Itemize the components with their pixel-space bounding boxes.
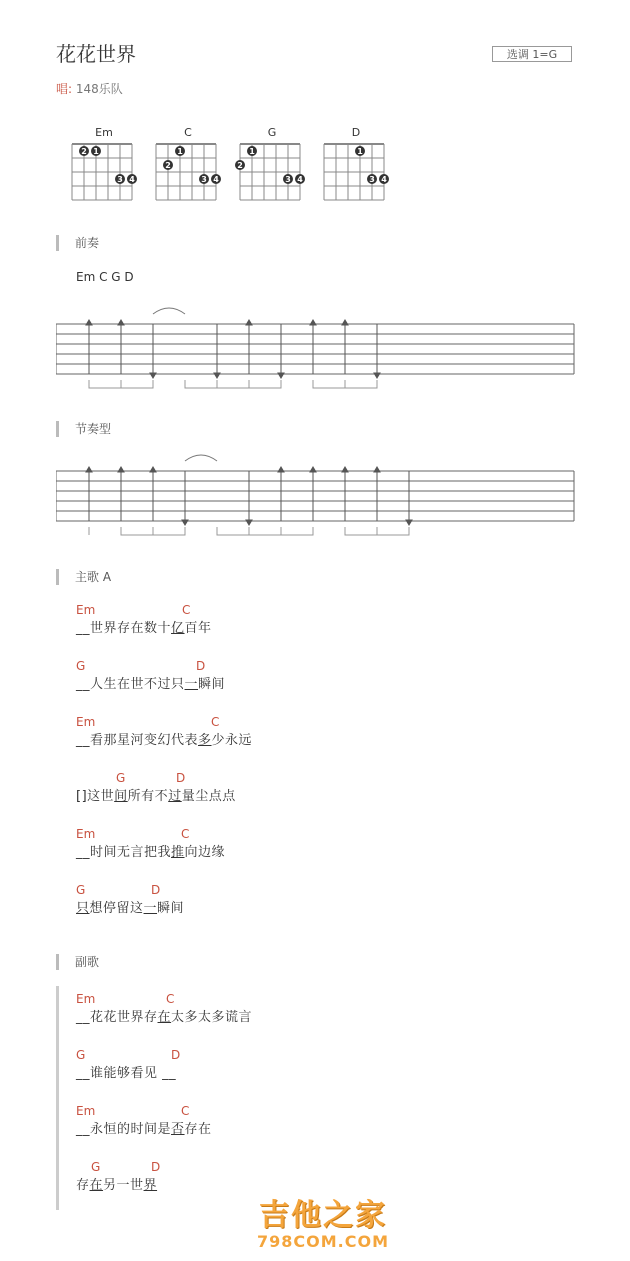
finger-number: 2 [237, 161, 243, 170]
watermark-logo-text: 吉他之家 [259, 1198, 387, 1233]
chord-label: C [181, 1104, 190, 1118]
intro-chord-sequence: Em C G D [76, 270, 134, 284]
lyric-accent-char: 间 [114, 789, 128, 804]
lyric-text: 百年 [184, 621, 212, 636]
finger-number: 4 [297, 175, 303, 184]
lyric-accent-char: 在 [89, 1178, 104, 1193]
lyric-accent-char: 过 [168, 789, 182, 804]
chord-label: Em [76, 603, 96, 617]
chord-name: G [267, 126, 277, 139]
lyric-text: 世界存在数十 [90, 621, 172, 636]
watermark-url: 798COM.COM [256, 1232, 389, 1251]
chord-label: D [171, 1048, 181, 1062]
chord-name: Em [95, 126, 113, 139]
singer-label: 唱: [56, 82, 73, 96]
lyric-text: 量尘点点 [181, 789, 236, 804]
chord-label: G [76, 1048, 86, 1062]
chord-label: C [182, 603, 191, 617]
chord-label: Em [76, 992, 96, 1006]
chorus-line-4 [76, 1160, 161, 1193]
verse-line-3 [76, 715, 252, 748]
section-rhythm-heading: 节奏型 [56, 421, 111, 437]
chorus-line-2 [76, 1048, 181, 1081]
lyric-blank: __ [76, 1010, 90, 1025]
chorus-line-1 [76, 992, 252, 1025]
finger-number: 3 [117, 175, 123, 184]
section-intro-heading: 前奏 [56, 235, 99, 251]
lyric-text: 另一世 [103, 1178, 144, 1193]
finger-number: 2 [81, 147, 87, 156]
lyric-accent-char: 只 [76, 901, 90, 916]
singer-line [56, 80, 123, 97]
lyric-accent-char: 一 [184, 677, 199, 692]
lyric-text: 想停留这 [89, 901, 144, 916]
finger-number: 2 [165, 161, 171, 170]
verse-line-4 [76, 771, 236, 804]
chord-label: Em [76, 715, 96, 729]
verse-line-2 [76, 659, 225, 692]
chord-name: C [184, 126, 192, 139]
intro-tab-staff [56, 300, 576, 395]
lyric-accent-char: 亿 [171, 621, 185, 636]
finger-number: 4 [381, 175, 387, 184]
lyric-accent-char: 多 [198, 733, 212, 748]
chord-label: C [211, 715, 220, 729]
verse-line-6 [76, 883, 184, 916]
finger-number: 3 [201, 175, 207, 184]
finger-number: 4 [213, 175, 219, 184]
lyric-accent-char: 在 [157, 1010, 172, 1025]
lyric-text: 瞬间 [157, 901, 185, 916]
chord-diagram-em [64, 126, 144, 206]
lyric-blank: __ [76, 1066, 90, 1081]
lyric-text: 看那星河变幻代表 [90, 733, 199, 748]
finger-number: 1 [93, 147, 99, 156]
singer-name: 148乐队 [75, 82, 123, 96]
lyric-accent-char: 一 [143, 901, 158, 916]
chord-label: C [166, 992, 175, 1006]
chord-diagram-g [232, 126, 312, 206]
chorus-line-3 [76, 1104, 212, 1137]
site-watermark [248, 1190, 398, 1251]
finger-number: 4 [129, 175, 135, 184]
lyric-text: 永恒的时间是 [90, 1122, 172, 1137]
section-verse-heading: 主歌 A [56, 569, 111, 585]
chord-label: G [91, 1160, 101, 1174]
lyric-text: 谁能够看见 [90, 1066, 163, 1081]
chord-label: G [76, 659, 86, 673]
lyric-text: 向边缘 [184, 845, 226, 860]
finger-number: 1 [177, 147, 183, 156]
lyric-text: 存在 [184, 1122, 212, 1137]
chord-label: Em [76, 1104, 96, 1118]
lyric-accent-char: 否 [171, 1122, 185, 1137]
lyric-text: 人生在世不过只 [90, 677, 185, 692]
chord-label: D [176, 771, 186, 785]
chord-label: D [196, 659, 206, 673]
lyric-text: 存 [76, 1178, 90, 1193]
lyric-blank: __ [76, 733, 90, 748]
lyric-blank: __ [76, 1122, 90, 1137]
finger-number: 1 [249, 147, 255, 156]
rhythm-tab-staff [56, 447, 576, 542]
lyric-text: 太多太多谎言 [171, 1010, 253, 1025]
chord-grid [316, 140, 396, 202]
chord-label: D [151, 883, 161, 897]
chord-label: G [76, 883, 86, 897]
chorus-marker-bar [56, 986, 59, 1210]
key-select-button[interactable]: 选调 1=G [492, 46, 572, 62]
lyric-text: 瞬间 [198, 677, 226, 692]
lyric-text: 花花世界存 [90, 1010, 158, 1025]
lyric-blank: __ [76, 621, 90, 636]
chord-grid [148, 140, 228, 202]
verse-line-1 [76, 603, 212, 636]
finger-number: 1 [357, 147, 363, 156]
lyric-blank: __ [76, 845, 90, 860]
chord-label: Em [76, 827, 96, 841]
lyric-text: []这世 [76, 789, 115, 804]
chord-label: G [116, 771, 126, 785]
finger-number: 3 [285, 175, 291, 184]
lyric-accent-char: 界 [143, 1178, 158, 1193]
section-chorus-heading: 副歌 [56, 954, 99, 970]
chord-label: D [151, 1160, 161, 1174]
chord-diagram-d [316, 126, 396, 206]
song-title: 花花世界 [56, 42, 136, 66]
chord-label: C [181, 827, 190, 841]
chord-name: D [351, 126, 361, 139]
chord-grid [64, 140, 144, 202]
lyric-text: 所有不 [127, 789, 169, 804]
lyric-blank: __ [162, 1066, 177, 1081]
chord-grid [232, 140, 312, 202]
chord-diagram-c [148, 126, 228, 206]
finger-number: 3 [369, 175, 375, 184]
lyric-accent-char: 推 [171, 845, 185, 860]
verse-line-5 [76, 827, 225, 860]
lyric-text: 少永远 [211, 733, 253, 748]
lyric-blank: __ [76, 677, 90, 692]
lyric-text: 时间无言把我 [90, 845, 172, 860]
